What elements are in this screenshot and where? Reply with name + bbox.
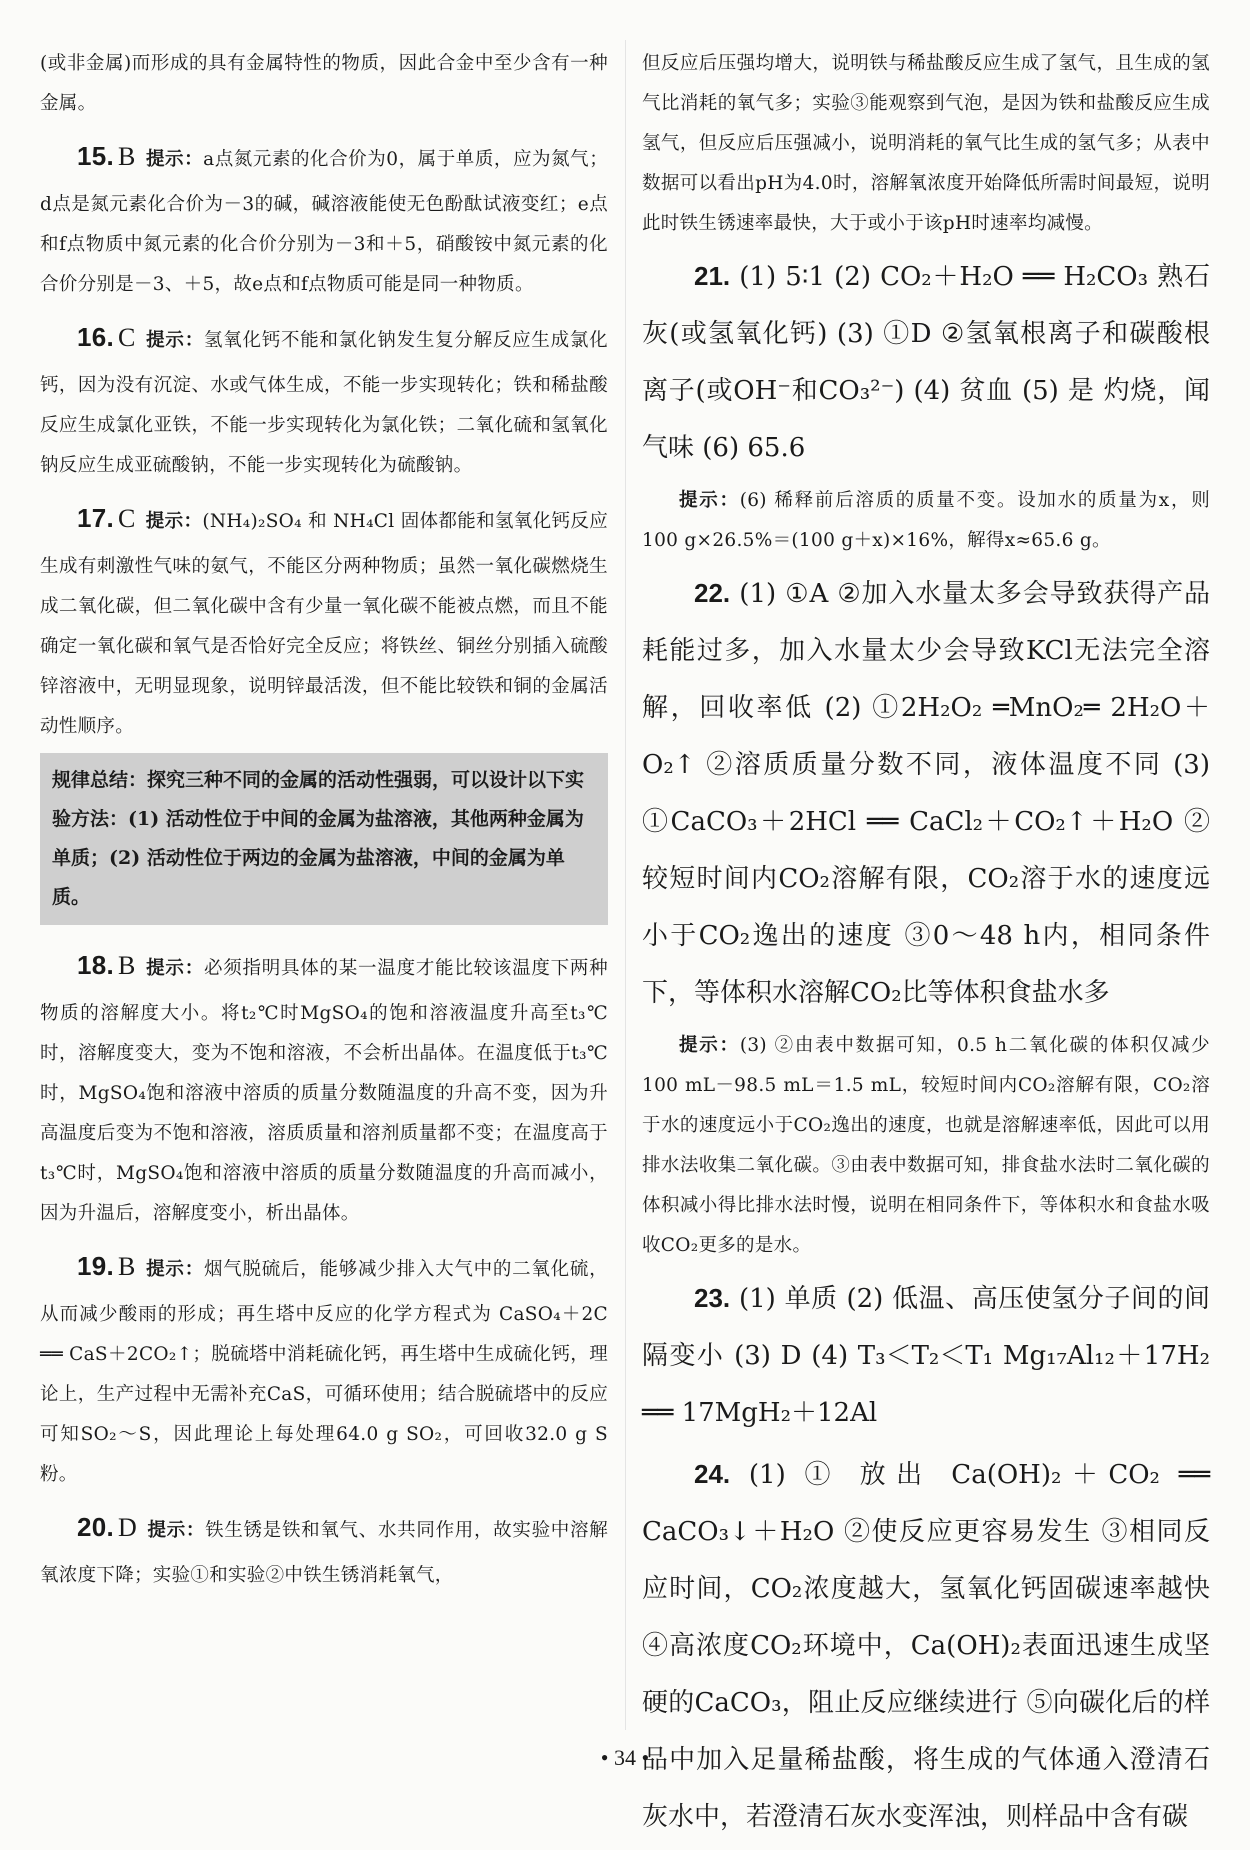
left-column [40, 44, 608, 1600]
answer-text: (1) ① 放出 Ca(OH)₂＋CO₂ ══ CaCO₃↓＋H₂O ②使反应更容易发生 ③相同反应时间，CO₂浓度越大，氢氧化钙固碳速率越快 ④高浓度CO₂环境中，Ca(OH)₂表面迅速生成坚硬的CaCO₃，阻止反应继续进行 ⑤向碳化后的样品中加入足量稀盐酸，将生成的气体通入澄清石灰水中，若澄清石灰水变浑浊，则样品中含有碳 [642, 1460, 1211, 1832]
question-16 [40, 309, 608, 486]
hint-label: 提示： [147, 1520, 206, 1541]
question-15 [40, 128, 608, 305]
answer-text: (1) 单质 (2) 低温、高压使氢分子间的间隔变小 (3) D (4) T₃＜T₂＜T₁ Mg₁₇Al₁₂＋17H₂ ══ 17MgH₂＋12Al [642, 1284, 1211, 1428]
answer-letter: D [118, 1513, 138, 1542]
answer-letter: B [118, 1252, 136, 1281]
question-20 [40, 1499, 608, 1596]
question-23 [642, 1270, 1210, 1442]
hint-text: 铁生锈是铁和氧气、水共同作用，故实验中溶解氧浓度下降；实验①和实验②中铁生锈消耗氧气， [40, 1520, 608, 1586]
hint-label: 提示： [679, 490, 740, 511]
question-17 [40, 490, 608, 747]
question-21-hint [642, 481, 1210, 561]
hint-text: (6) 稀释前后溶质的质量不变。设加水的质量为x，则100 g×26.5%＝(100 g＋x)×16%，解得x≈65.6 g。 [642, 490, 1210, 551]
hint-text: (3) ②由表中数据可知，0.5 h二氧化碳的体积仅减少100 mL－98.5 mL＝1.5 mL，较短时间内CO₂溶解有限，CO₂溶于水的速度远小于CO₂逸出的速度，也就是溶解速率低，因此可以用排水法收集二氧化碳。③由表中数据可知，排食盐水法时二氧化碳的体积减小得比排水法时慢，说明在相同条件下，等体积水和食盐水吸收CO₂更多的是水。 [642, 1035, 1210, 1256]
hint-text: (NH₄)₂SO₄ 和 NH₄Cl 固体都能和氢氧化钙反应生成有刺激性气味的氨气，不能区分两种物质；虽然一氧化碳燃烧生成二氧化碳，但二氧化碳中含有少量一氧化碳不能被点燃，而且不能确定一氧化碳和氧气是否恰好完全反应；将铁丝、铜丝分别插入硫酸锌溶液中，无明显现象，说明锌最活泼，但不能比较铁和铜的金属活动性顺序。 [40, 511, 609, 737]
question-number: 20. [77, 1512, 115, 1542]
question-number: 17. [77, 503, 115, 533]
hint-label: 提示： [145, 958, 204, 979]
question-number: 18. [77, 950, 115, 980]
question-22-hint [642, 1026, 1210, 1266]
page-number: • 34 • [600, 1745, 650, 1770]
summary-text: 探究三种不同的金属的活动性强弱，可以设计以下实验方法：(1) 活动性位于中间的金属为盐溶液，其他两种金属为单质；(2) 活动性位于两边的金属为盐溶液，中间的金属为单质。 [52, 769, 585, 908]
hint-label: 提示： [145, 1259, 204, 1280]
question-19 [40, 1238, 608, 1495]
hint-label: 提示： [145, 511, 203, 532]
question-number: 21. [694, 261, 731, 291]
summary-label: 规律总结： [52, 769, 148, 791]
question-21 [642, 248, 1210, 477]
paragraph-continued: (或非金属)而形成的具有金属特性的物质，因此合金中至少含有一种金属。 [40, 53, 608, 114]
hint-text: 必须指明具体的某一温度才能比较该温度下两种物质的溶解度大小。将t₂℃时MgSO₄的饱和溶液温度升高至t₃℃时，溶解度变大，变为不饱和溶液，不会析出晶体。在温度低于t₃℃时，MgSO₄饱和溶液中溶质的质量分数随温度的升高不变，因为升高温度后变为不饱和溶液，溶质质量和溶剂质量都不变；在温度高于t₃℃时，MgSO₄饱和溶液中溶质的质量分数随温度的升高而减小，因为升温后，溶解度变小，析出晶体。 [40, 958, 608, 1224]
rule-summary-box [40, 753, 608, 925]
question-20-continued: 但反应后压强均增大，说明铁与稀盐酸反应生成了氢气，且生成的氢气比消耗的氧气多；实验③能观察到气泡，是因为铁和盐酸反应生成氢气，但反应后压强减小，说明消耗的氧气比生成的氢气多；从表中数据可以看出pH为4.0时，溶解氧浓度开始降低所需时间最短，说明此时铁生锈速率最快，大于或小于该pH时速率均减慢。 [642, 53, 1210, 234]
right-column [642, 44, 1210, 1850]
question-number: 23. [694, 1283, 731, 1313]
hint-text: 氢氧化钙不能和氯化钠发生复分解反应生成氯化钙，因为没有沉淀、水或气体生成，不能一步实现转化；铁和稀盐酸反应生成氯化亚铁，不能一步实现转化为氯化铁；二氧化硫和氢氧化钠反应生成亚硫酸钠，不能一步实现转化为硫酸钠。 [40, 330, 608, 476]
question-18 [40, 937, 608, 1234]
hint-label: 提示： [145, 330, 204, 351]
answer-text: (1) 5∶1 (2) CO₂＋H₂O ══ H₂CO₃ 熟石灰(或氢氧化钙) (3) ①D ②氢氧根离子和碳酸根离子(或OH⁻和CO₃²⁻) (4) 贫血 (5) 是 灼烧，闻气味 (6) 65.6 [642, 262, 1210, 463]
hint-label: 提示： [145, 149, 204, 170]
question-number: 19. [77, 1251, 115, 1281]
question-number: 16. [77, 322, 115, 352]
answer-letter: B [118, 951, 136, 980]
question-number: 24. [694, 1459, 731, 1489]
answer-letter: C [118, 323, 136, 352]
hint-text: a点氮元素的化合价为0，属于单质，应为氮气；d点是氮元素化合价为－3的碱，碱溶液能使无色酚酞试液变红；e点和f点物质中氮元素的化合价分别为－3和＋5，硝酸铵中氮元素的化合价分别是－3、＋5，故e点和f点物质可能是同一种物质。 [40, 149, 609, 295]
hint-text: 烟气脱硫后，能够减少排入大气中的二氧化硫，从而减少酸雨的形成；再生塔中反应的化学方程式为 CaSO₄＋2C ══ CaS＋2CO₂↑；脱硫塔中消耗硫化钙，再生塔中生成硫化钙，理论上，生产过程中无需补充CaS，可循环使用；结合脱硫塔中的反应可知SO₂～S，因此理论上每处理64.0 g SO₂，可回收32.0 g S粉。 [40, 1259, 608, 1485]
answer-letter: C [118, 504, 136, 533]
question-number: 15. [77, 141, 115, 171]
answer-text: (1) ①A ②加入水量太多会导致获得产品耗能过多，加入水量太少会导致KCl无法完全溶解，回收率低 (2) ①2H₂O₂ ═MnO₂═ 2H₂O＋O₂↑ ②溶质质量分数不同，液体温度不同 (3) ①CaCO₃＋2HCl ══ CaCl₂＋CO₂↑＋H₂O ②较短时间内CO₂溶解有限，CO₂溶于水的速度远小于CO₂逸出的速度 ③0～48 h内，相同条件下，等体积水溶解CO₂比等体积食盐水多 [642, 579, 1210, 1008]
column-divider [625, 40, 626, 1730]
question-number: 22. [694, 578, 731, 608]
hint-label: 提示： [679, 1035, 740, 1056]
question-22 [642, 565, 1210, 1022]
answer-letter: B [118, 142, 136, 171]
question-24 [642, 1446, 1210, 1846]
